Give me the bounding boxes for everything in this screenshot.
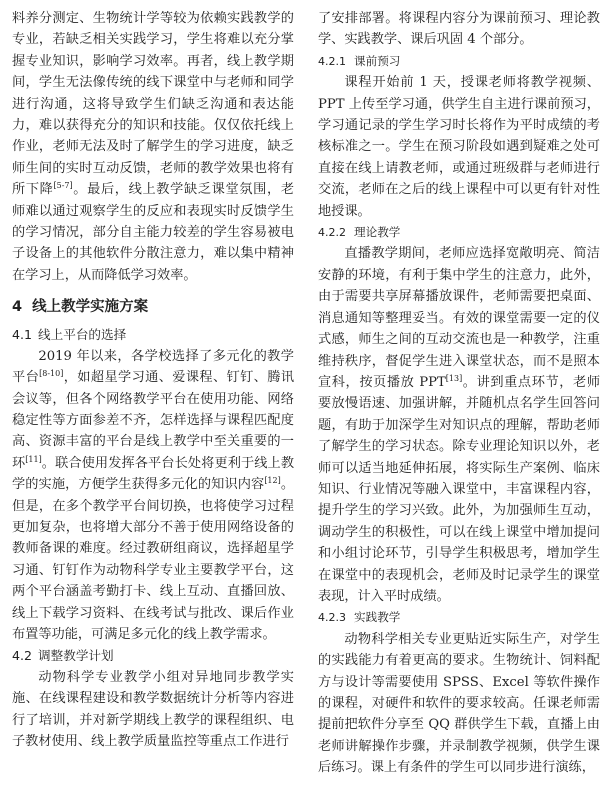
section-title: 线上教学实施方案 <box>32 299 149 316</box>
paragraph-text: 料养分测定、生物统计学等较为依赖实践教学的专业，若缺乏相关实践学习，学生将难以充分掌握专业知识，影响学习效率。再者，线上教学期间，学生无法像传统的线下课堂中与老师和同学进行沟通，这将导致学生们缺乏沟通和表达能力，难以获得充分的知识和技能。仅仅依托线上作业，老师无法及时了解学生的学习进度，缺乏师生间的实时互动反馈，老师的教学效果也将有所下降 <box>12 11 294 198</box>
citation: [12] <box>264 476 281 486</box>
paragraph: 课程开始前 1 天，授课老师将教学视频、PPT 上传至学习通，供学生自主进行课前预习，学习通记录的学生学习时长将作为平时成绩的考核标准之一。学生在预习阶段如遇到疑难之处可直接在线上请教老师，或通过班级群与老师进行交流，老师在之后的线上课程中可以更有针对性地授课。 <box>318 75 600 219</box>
subsection-heading <box>12 324 294 345</box>
paragraph-text: 2019 年以来，各学校选择了多元化的教学平台 <box>12 348 294 386</box>
citation: [8-10] <box>39 369 64 379</box>
paragraph-text: 。但是，在多个教学平台间切换，也将使学习过程更加复杂，也将增大部分不善于使用网络设备的教师备课的难度。经过教研组商议，选择超星学习通、钉钉作为动物科学专业主要教学平台，这两个平台涵盖考勤打卡、线上互动、直播回放、线上下载学习资料、在线考试与批改、课后作业布置等功能，可满足多元化的线上教学需求。 <box>12 477 295 642</box>
subsubsection-number: 4.2.1 <box>318 54 346 68</box>
subsubsection-heading <box>318 222 600 243</box>
citation: [5-7] <box>53 181 73 191</box>
subsection-number: 4.1 <box>12 327 33 343</box>
section-heading <box>12 296 294 318</box>
subsubsection-number: 4.2.2 <box>318 226 346 240</box>
right-column <box>318 8 600 779</box>
subsubsection-number: 4.2.3 <box>318 611 346 625</box>
paragraph-text: 。讲到重点环节，老师要放慢语速、加强讲解，并随机点名学生回答问题，有助于加深学生对知识点的理解，帮助老师了解学生的学习状态。除专业理论知识以外，老师可以适当地延伸拓展，将实际生产案例、临床知识、行业情况等融入课堂中，丰富课程内容，提升学生的学习兴致。此外，为加强师生互动，调动学生的积极性，可以在线上课堂中增加提问和小组讨论环节，引导学生积极思考，增加学生在课堂中的表现机会，老师及时记录学生的课堂表现，计入平时成绩。 <box>318 374 601 604</box>
citation: [11] <box>25 454 42 464</box>
subsubsection-title: 实践教学 <box>354 610 401 625</box>
paragraph: 动物科学相关专业更贴近实际生产，对学生的实践能力有着更高的要求。生物统计、饲料配方与设计等需要使用 SPSS、Excel 等软件操作的课程，对硬件和软件的要求较高。任课老师需提前把软件分享至 QQ 群供学生下载，直播上由老师讲解操作步骤，并录制教学视频，供学生课后练习。课上有条件的学生可以同步进行演练， <box>318 631 600 776</box>
paragraph <box>12 8 294 286</box>
citation: [13] <box>445 373 463 383</box>
paragraph-text: ，如超星学习通、爱课程、钉钉、腾讯会议等，但各个网络教学平台在使用功能、网络稳定性等方面参差不齐，怎样选择与课程匹配度高、资源丰富的平台是线上教学中至关重要的一环 <box>12 370 295 471</box>
paragraph-text: 。联合使用发挥各平台长处将更利于线上教学的实施，方便学生获得多元化的知识内容 <box>12 455 295 493</box>
subsubsection-title: 理论教学 <box>354 225 401 240</box>
left-column <box>12 8 294 752</box>
subsubsection-heading <box>318 51 600 72</box>
paragraph: 动物科学专业教学小组对异地同步教学实施、在线课程建设和教学数据统计分析等内容进行了培训，并对新学期线上教学的课程组织、电子教材使用、线上教学质量监控等重点工作进行 <box>12 669 294 749</box>
subsubsection-heading <box>318 607 600 628</box>
paragraph-text: 直播教学期间，老师应选择宽敞明亮、简洁安静的环境，有利于集中学生的注意力，此外，由于需要共享屏幕播放课件，老师需要把桌面、消息通知等整理妥当。有效的课堂需要一定的仪式感，师生之间的互动交流也是一种教学，注重维持秩序，督促学生进入课堂状态，而不是照本宣科，按页播放 PPT <box>318 246 600 390</box>
subsection-number: 4.2 <box>12 648 33 664</box>
paragraph: 了安排部署。将课程内容分为课前预习、理论教学、实践教学、课后巩固 4 个部分。 <box>318 11 600 48</box>
section-number: 4 <box>12 299 23 316</box>
paragraph-text: 。最后，线上教学缺乏课堂氛围，老师难以通过观察学生的反应和表现实时反馈学生的学习情况，部分自主能力较差的学生容易被电子设备上的其他软件分散注意力，难以集中精神在学习上，从而降低学习效率。 <box>12 182 295 283</box>
subsection-heading <box>12 645 294 666</box>
paragraph <box>318 243 600 607</box>
subsubsection-title: 课前预习 <box>354 53 401 68</box>
subsection-title: 线上平台的选择 <box>38 327 127 343</box>
paragraph <box>12 346 294 646</box>
subsection-title: 调整教学计划 <box>38 648 114 664</box>
